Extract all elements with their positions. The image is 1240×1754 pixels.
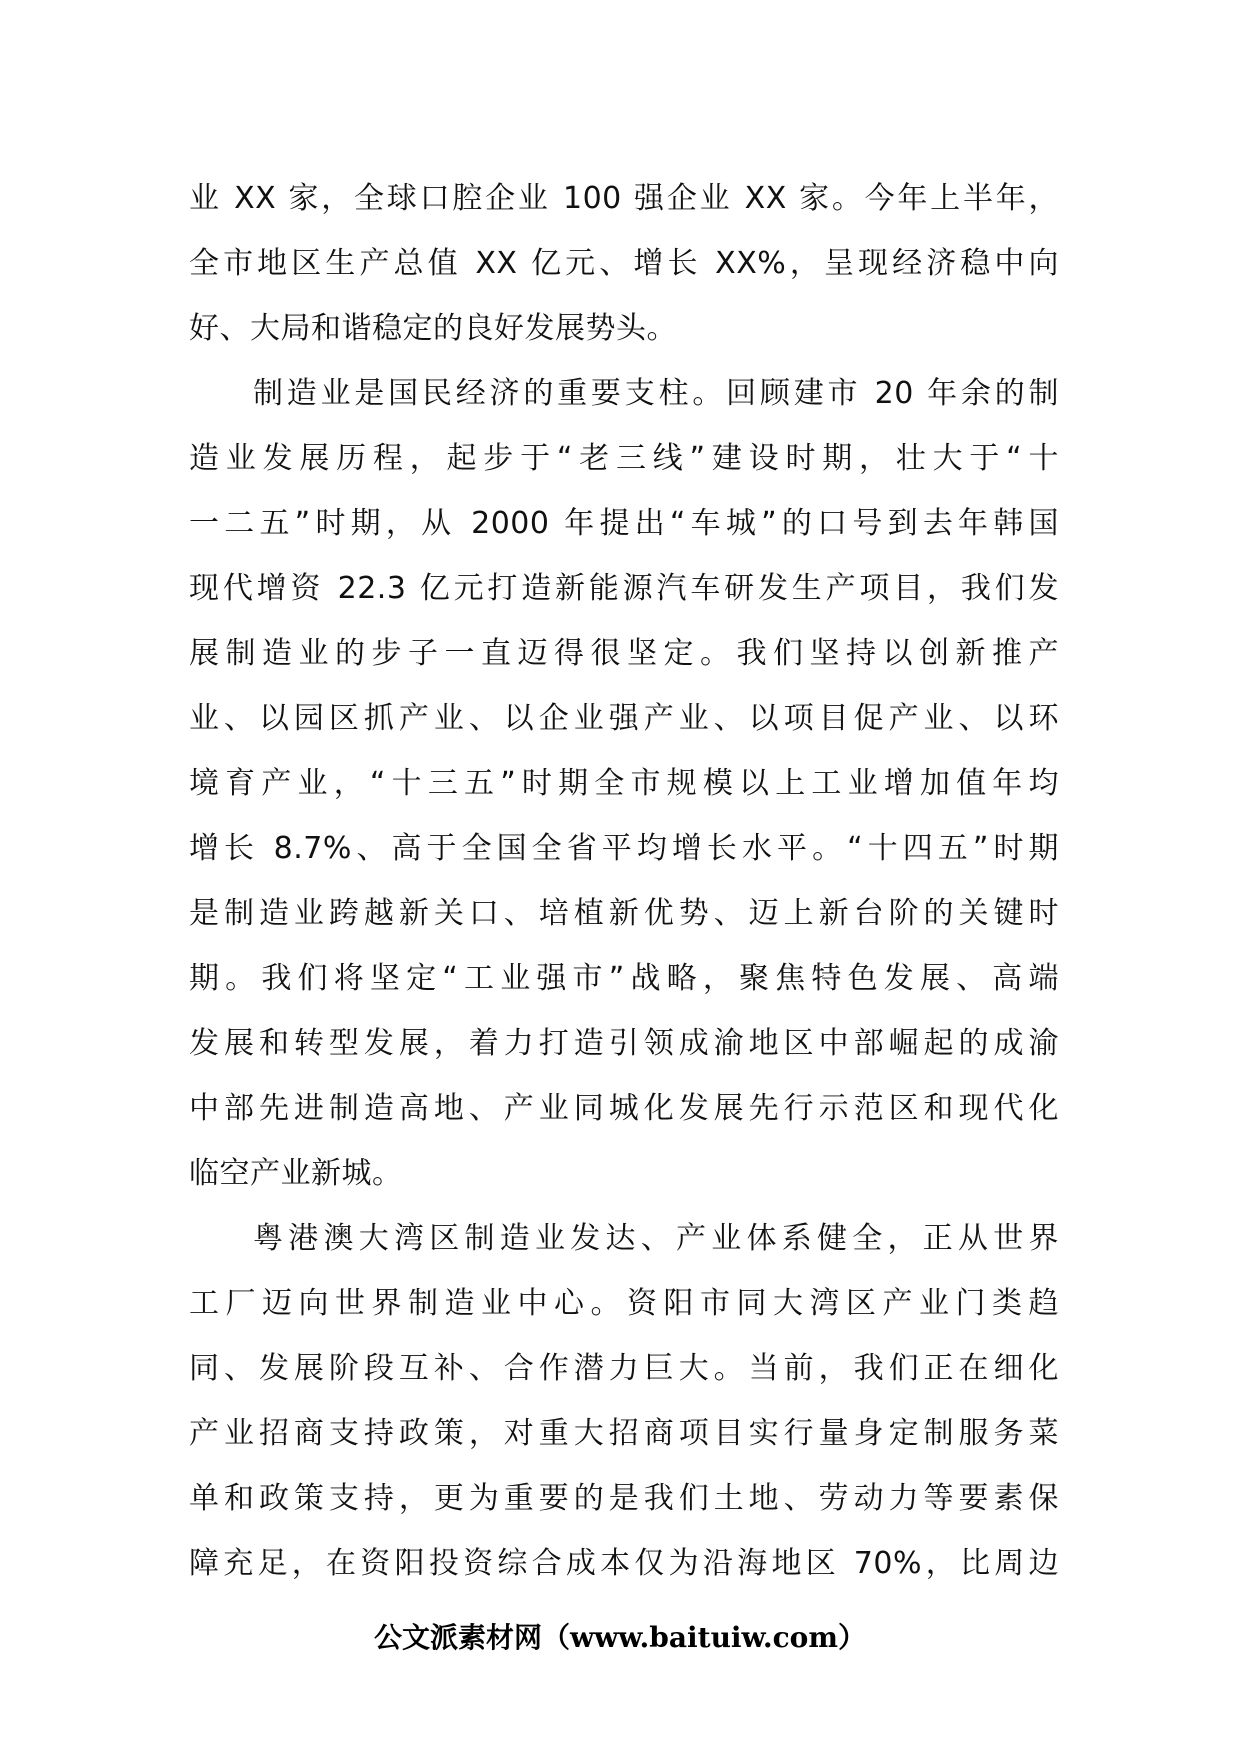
text-line: 同、发展阶段互补、合作潜力巨大。当前，我们正在细化 (189, 1351, 1059, 1386)
text-line: 单和政策支持，更为重要的是我们土地、劳动力等要素保 (189, 1481, 1059, 1516)
text-line: 增长 8.7%、高于全国全省平均增长水平。“十四五”时期 (189, 831, 1059, 866)
paragraph-3 (189, 1206, 1059, 1596)
text-line: 好、大局和谐稳定的良好发展势头。 (189, 311, 677, 346)
text-line: 期。我们将坚定“工业强市”战略，聚焦特色发展、高端 (189, 961, 1059, 996)
text-line: 境育产业，“十三五”时期全市规模以上工业增加值年均 (189, 766, 1059, 801)
document-body (189, 166, 1059, 1596)
text-line: 制造业是国民经济的重要支柱。回顾建市 20 年余的制 (253, 376, 1059, 411)
text-line: 业 XX 家，全球口腔企业 100 强企业 XX 家。今年上半年， (189, 181, 1059, 216)
text-line: 造业发展历程，起步于“老三线”建设时期，壮大于“十 (189, 441, 1059, 476)
text-line: 展制造业的步子一直迈得很坚定。我们坚持以创新推产 (189, 636, 1059, 671)
text-line: 障充足，在资阳投资综合成本仅为沿海地区 70%，比周边 (189, 1546, 1059, 1581)
text-line: 工厂迈向世界制造业中心。资阳市同大湾区产业门类趋 (189, 1286, 1059, 1321)
text-line: 临空产业新城。 (189, 1156, 403, 1191)
text-line: 现代增资 22.3 亿元打造新能源汽车研发生产项目，我们发 (189, 571, 1059, 606)
text-line: 是制造业跨越新关口、培植新优势、迈上新台阶的关键时 (189, 896, 1059, 931)
text-line: 中部先进制造高地、产业同城化发展先行示范区和现代化 (189, 1091, 1059, 1126)
text-line: 发展和转型发展，着力打造引领成渝地区中部崛起的成渝 (189, 1026, 1059, 1061)
text-line: 粤港澳大湾区制造业发达、产业体系健全，正从世界 (253, 1221, 1059, 1256)
page-footer-watermark: 公文派素材网（www.baituiw.com） (374, 1621, 866, 1654)
text-line: 产业招商支持政策，对重大招商项目实行量身定制服务菜 (189, 1416, 1059, 1451)
text-line: 全市地区生产总值 XX 亿元、增长 XX%，呈现经济稳中向 (189, 246, 1059, 281)
text-line: 一二五”时期，从 2000 年提出“车城”的口号到去年韩国 (189, 506, 1059, 541)
paragraph-2 (189, 361, 1059, 1206)
text-line: 业、以园区抓产业、以企业强产业、以项目促产业、以环 (189, 701, 1059, 736)
paragraph-1 (189, 166, 1059, 361)
